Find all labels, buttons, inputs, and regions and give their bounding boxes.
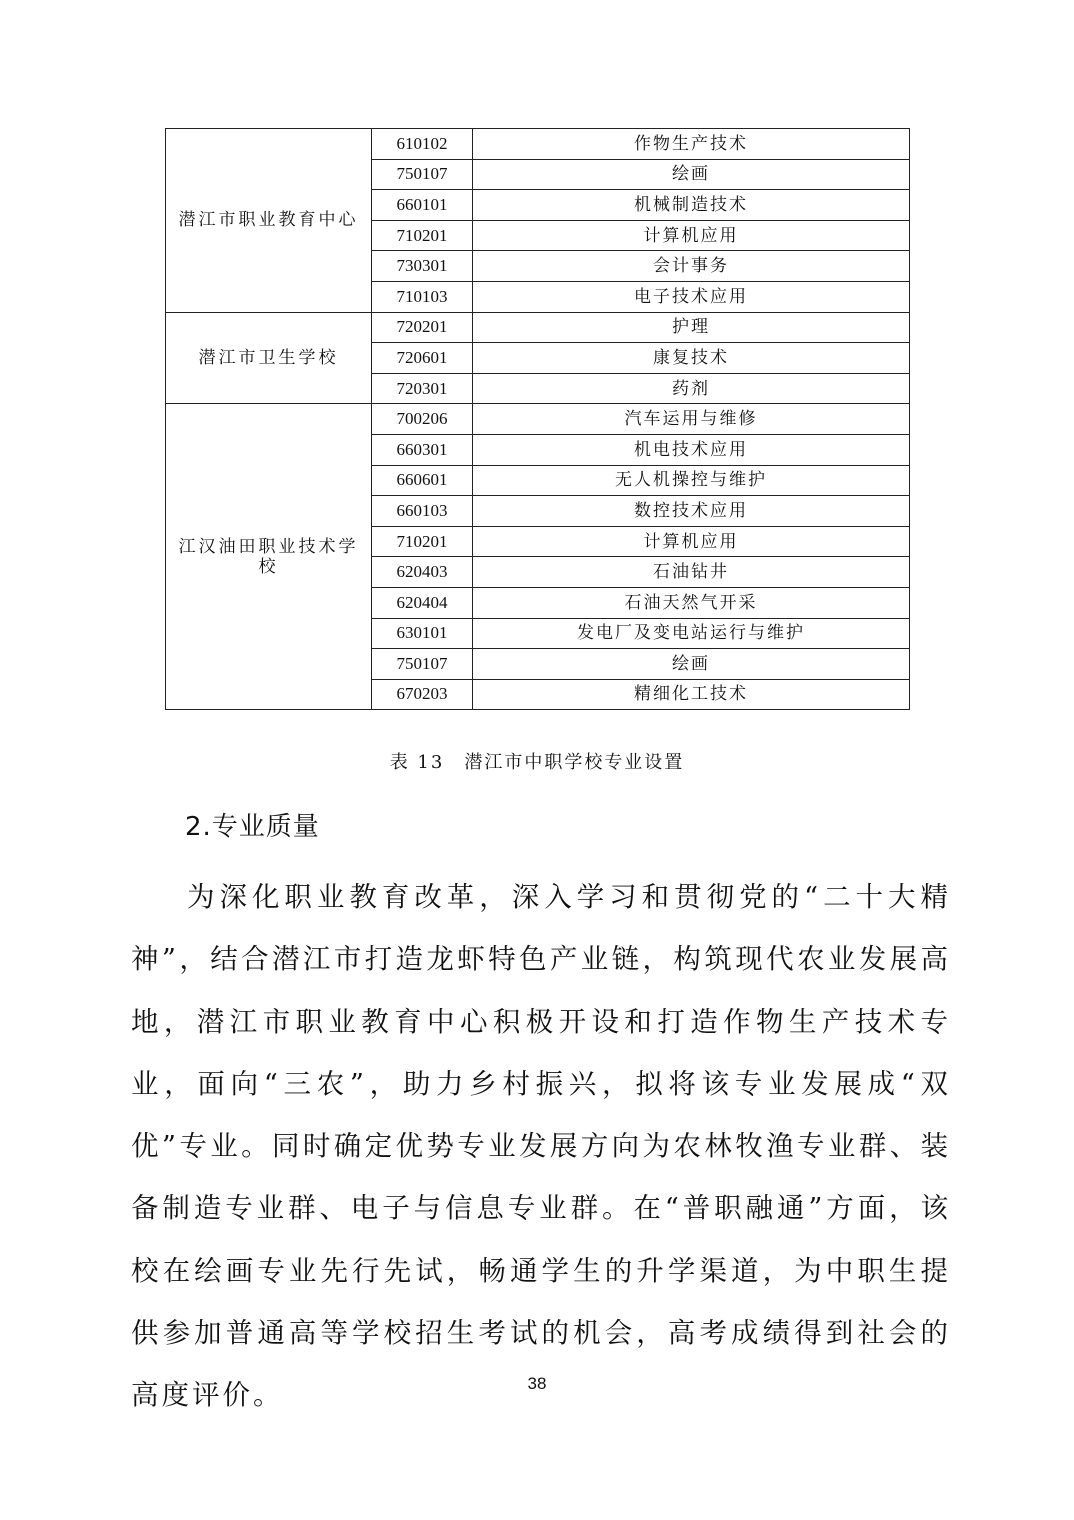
major-name-cell: 机电技术应用	[473, 434, 910, 465]
body-paragraph: 为深化职业教育改革，深入学习和贯彻党的“二十大精神”，结合潜江市打造龙虾特色产业链，构筑现代农业发展高地，潜江市职业教育中心积极开设和打造作物生产技术专业，面向“三农”，助力乡村振兴，拟将该专业发展成“双优”专业。同时确定优势专业发展方向为农林牧渔专业群、装备制造专业群、电子与信息专业群。在“普职融通”方面，该校在绘画专业先行先试，畅通学生的升学渠道，为中职生提供参加普通高等学校招生考试的机会，高考成绩得到社会的高度评价。	[131, 881, 951, 1412]
major-code-cell: 610102	[372, 129, 473, 160]
section-heading: 2.专业质量	[185, 812, 320, 842]
major-code-cell: 710201	[372, 220, 473, 251]
major-code-cell: 630101	[372, 618, 473, 649]
major-name-cell: 电子技术应用	[473, 281, 910, 312]
majors-table-body	[166, 129, 910, 710]
table-caption: 表 13 潜江市中职学校专业设置	[389, 752, 685, 773]
major-name-cell: 作物生产技术	[473, 129, 910, 160]
major-name-cell: 康复技术	[473, 343, 910, 374]
school-name-cell: 潜江市卫生学校	[166, 312, 372, 404]
major-code-cell: 710103	[372, 281, 473, 312]
major-code-cell: 750107	[372, 159, 473, 190]
major-name-cell: 会计事务	[473, 251, 910, 282]
major-code-cell: 700206	[372, 404, 473, 435]
major-code-cell: 720601	[372, 343, 473, 374]
major-name-cell: 数控技术应用	[473, 496, 910, 527]
major-name-cell: 绘画	[473, 649, 910, 680]
majors-table	[165, 128, 910, 710]
school-name-cell: 江汉油田职业技术学校	[166, 404, 372, 710]
major-code-cell: 660301	[372, 434, 473, 465]
major-name-cell: 石油天然气开采	[473, 587, 910, 618]
major-name-cell: 汽车运用与维修	[473, 404, 910, 435]
major-code-cell: 720201	[372, 312, 473, 343]
major-name-cell: 无人机操控与维护	[473, 465, 910, 496]
major-code-cell: 710201	[372, 526, 473, 557]
major-name-cell: 计算机应用	[473, 220, 910, 251]
major-name-cell: 药剂	[473, 373, 910, 404]
major-code-cell: 730301	[372, 251, 473, 282]
major-name-cell: 绘画	[473, 159, 910, 190]
table-row	[166, 312, 910, 343]
major-code-cell: 750107	[372, 649, 473, 680]
table-row	[166, 129, 910, 160]
major-code-cell: 620403	[372, 557, 473, 588]
major-name-cell: 精细化工技术	[473, 679, 910, 710]
table-row	[166, 404, 910, 435]
page-number: 38	[527, 1374, 547, 1393]
school-name-cell: 潜江市职业教育中心	[166, 129, 372, 313]
major-code-cell: 660103	[372, 496, 473, 527]
major-code-cell: 620404	[372, 587, 473, 618]
major-name-cell: 石油钻井	[473, 557, 910, 588]
major-name-cell: 机械制造技术	[473, 190, 910, 221]
major-code-cell: 660101	[372, 190, 473, 221]
major-code-cell: 720301	[372, 373, 473, 404]
major-name-cell: 护理	[473, 312, 910, 343]
major-code-cell: 670203	[372, 679, 473, 710]
major-name-cell: 计算机应用	[473, 526, 910, 557]
major-name-cell: 发电厂及变电站运行与维护	[473, 618, 910, 649]
major-code-cell: 660601	[372, 465, 473, 496]
